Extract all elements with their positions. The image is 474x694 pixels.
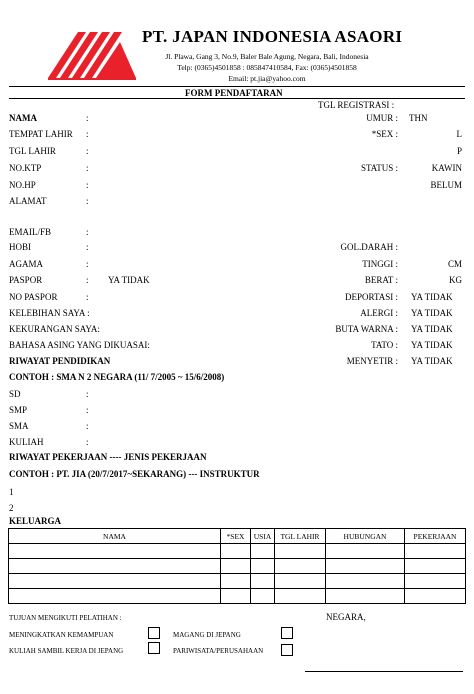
company-address: Jl. Plawa, Gang 3, No.9, Baler Bale Agung, Negara, Bali, Indonesia <box>165 52 369 61</box>
table-cell[interactable] <box>326 544 405 559</box>
value-deportasi: YA TIDAK <box>411 292 453 302</box>
header-rule <box>9 86 465 87</box>
work-example: CONTOH : PT. JIA (20/7/2017~SEKARANG) --- INSTRUKTUR <box>9 469 260 479</box>
col-tgl-lahir: TGL LAHIR <box>275 529 326 544</box>
table-cell[interactable] <box>9 574 221 589</box>
label-berat: BERAT : <box>364 275 398 285</box>
colon: : <box>86 113 89 123</box>
form-title: FORM PENDAFTARAN <box>185 88 283 98</box>
label-umur: UMUR : <box>366 113 398 123</box>
table-cell[interactable] <box>326 589 405 604</box>
value-sex-p: P <box>456 146 462 156</box>
field-tempat-lahir: TEMPAT LAHIR <box>9 129 73 139</box>
colon: : <box>86 196 89 206</box>
company-logo <box>48 20 136 80</box>
field-no-paspor: NO PASPOR <box>9 292 58 302</box>
table-cell[interactable] <box>405 559 466 574</box>
label-tato: TATO : <box>371 340 398 350</box>
table-cell[interactable] <box>251 574 275 589</box>
label-gol-darah: GOL.DARAH : <box>340 242 398 252</box>
label-menyetir: MENYETIR : <box>346 356 398 366</box>
purpose-option-2-label: MAGANG DI JEPANG <box>173 631 241 639</box>
value-sex-l: L <box>456 129 462 139</box>
value-belum: BELUM <box>430 180 462 190</box>
table-cell[interactable] <box>221 544 251 559</box>
colon: : <box>86 227 89 237</box>
field-nama: NAMA <box>9 113 37 123</box>
education-heading: RIWAYAT PENDIDIKAN <box>9 356 111 366</box>
colon: : <box>86 180 89 190</box>
table-cell[interactable] <box>275 544 326 559</box>
colon: : <box>86 437 89 447</box>
colon: : <box>86 405 89 415</box>
purpose-option-3-label: KULIAH SAMBIL KERJA DI JEPANG <box>9 647 124 655</box>
company-phone: Telp: (0365)4501858 : 085847410584, Fax: (0365)4501858 <box>177 63 357 72</box>
table-cell[interactable] <box>326 559 405 574</box>
company-email: Email: pt.jia@yahoo.com <box>228 74 306 83</box>
field-tgl-lahir: TGL LAHIR <box>9 146 56 156</box>
table-cell[interactable] <box>275 589 326 604</box>
field-paspor: PASPOR <box>9 275 43 285</box>
company-name: PT. JAPAN INDONESIA ASAORI <box>142 27 403 46</box>
table-row <box>9 544 466 559</box>
value-tato: YA TIDAK <box>411 340 453 350</box>
value-thn: THN <box>409 113 428 123</box>
col-pekerjaan: PEKERJAAN <box>405 529 466 544</box>
purpose-option-4-checkbox[interactable] <box>281 644 293 656</box>
field-no-hp: NO.HP <box>9 180 36 190</box>
table-row <box>9 574 466 589</box>
label-sex: *SEX : <box>371 129 398 139</box>
work-item-2: 2 <box>9 503 14 513</box>
col-hubungan: HUBUNGAN <box>326 529 405 544</box>
colon: : <box>86 259 89 269</box>
value-cm: CM <box>447 259 462 269</box>
table-cell[interactable] <box>326 574 405 589</box>
table-cell[interactable] <box>9 544 221 559</box>
col-nama: NAMA <box>9 529 221 544</box>
colon: : <box>86 421 89 431</box>
label-tinggi: TINGGI : <box>362 259 398 269</box>
field-hobi: HOBI <box>9 242 31 252</box>
purpose-option-2-checkbox[interactable] <box>281 627 293 639</box>
label-alergi: ALERGI : <box>360 308 398 318</box>
label-status: STATUS : <box>360 163 398 173</box>
family-heading: KELUARGA <box>9 516 62 526</box>
field-agama: AGAMA <box>9 259 44 269</box>
label-buta-warna: BUTA WARNA : <box>335 324 398 334</box>
table-cell[interactable] <box>275 559 326 574</box>
table-cell[interactable] <box>9 589 221 604</box>
table-cell[interactable] <box>275 574 326 589</box>
education-sd: SD <box>9 389 21 399</box>
table-cell[interactable] <box>221 574 251 589</box>
table-cell[interactable] <box>405 544 466 559</box>
family-table <box>8 528 466 604</box>
education-kuliah: KULIAH <box>9 437 44 447</box>
table-row <box>9 589 466 604</box>
label-deportasi: DEPORTASI : <box>345 292 398 302</box>
education-sma: SMA <box>9 421 29 431</box>
table-cell[interactable] <box>251 544 275 559</box>
paspor-options: YA TIDAK <box>108 275 150 285</box>
title-rule <box>9 98 465 99</box>
table-cell[interactable] <box>221 559 251 574</box>
purpose-option-4-label: PARIWISATA/PERUSAHAAN <box>173 647 264 655</box>
table-cell[interactable] <box>221 589 251 604</box>
table-cell[interactable] <box>9 559 221 574</box>
field-no-ktp: NO.KTP <box>9 163 42 173</box>
table-cell[interactable] <box>405 589 466 604</box>
value-kg: KG <box>449 275 462 285</box>
work-item-1: 1 <box>9 487 14 497</box>
field-email: EMAIL/FB <box>9 227 52 237</box>
purpose-option-1-label: MENINGKATKAN KEMAMPUAN <box>9 631 114 639</box>
table-row <box>9 559 466 574</box>
value-kawin: KAWIN <box>431 163 462 173</box>
purpose-heading: TUJUAN MENGIKUTI PELATIHAN : <box>9 614 122 622</box>
field-alamat: ALAMAT <box>9 196 47 206</box>
signature-line <box>305 671 463 672</box>
tgl-registrasi-label: TGL REGISTRASI : <box>318 100 395 110</box>
colon: : <box>86 242 89 252</box>
value-buta-warna: YA TIDAK <box>411 324 453 334</box>
family-table-header <box>9 529 466 544</box>
colon: : <box>86 163 89 173</box>
table-cell[interactable] <box>405 574 466 589</box>
purpose-option-1-checkbox[interactable] <box>148 627 160 639</box>
education-example: CONTOH : SMA N 2 NEGARA (11/ 7/2005 ~ 15/6/2008) <box>9 372 225 382</box>
colon: : <box>86 146 89 156</box>
field-bahasa: BAHASA ASING YANG DIKUASAI: <box>9 340 150 350</box>
colon: : <box>86 292 89 302</box>
purpose-option-3-checkbox[interactable] <box>148 642 160 654</box>
table-cell[interactable] <box>251 559 275 574</box>
colon: : <box>86 129 89 139</box>
value-alergi: YA TIDAK <box>411 308 453 318</box>
place-date: NEGARA, <box>326 612 366 622</box>
field-kekurangan: KEKURANGAN SAYA: <box>9 324 100 334</box>
table-cell[interactable] <box>251 589 275 604</box>
colon: : <box>86 275 89 285</box>
colon: : <box>86 389 89 399</box>
value-menyetir: YA TIDAK <box>411 356 453 366</box>
field-kelebihan: KELEBIHAN SAYA : <box>9 308 90 318</box>
education-smp: SMP <box>9 405 28 415</box>
work-heading: RIWAYAT PEKERJAAN ---- JENIS PEKERJAAN <box>9 452 207 462</box>
col-sex: *SEX <box>221 529 251 544</box>
col-usia: USIA <box>251 529 275 544</box>
